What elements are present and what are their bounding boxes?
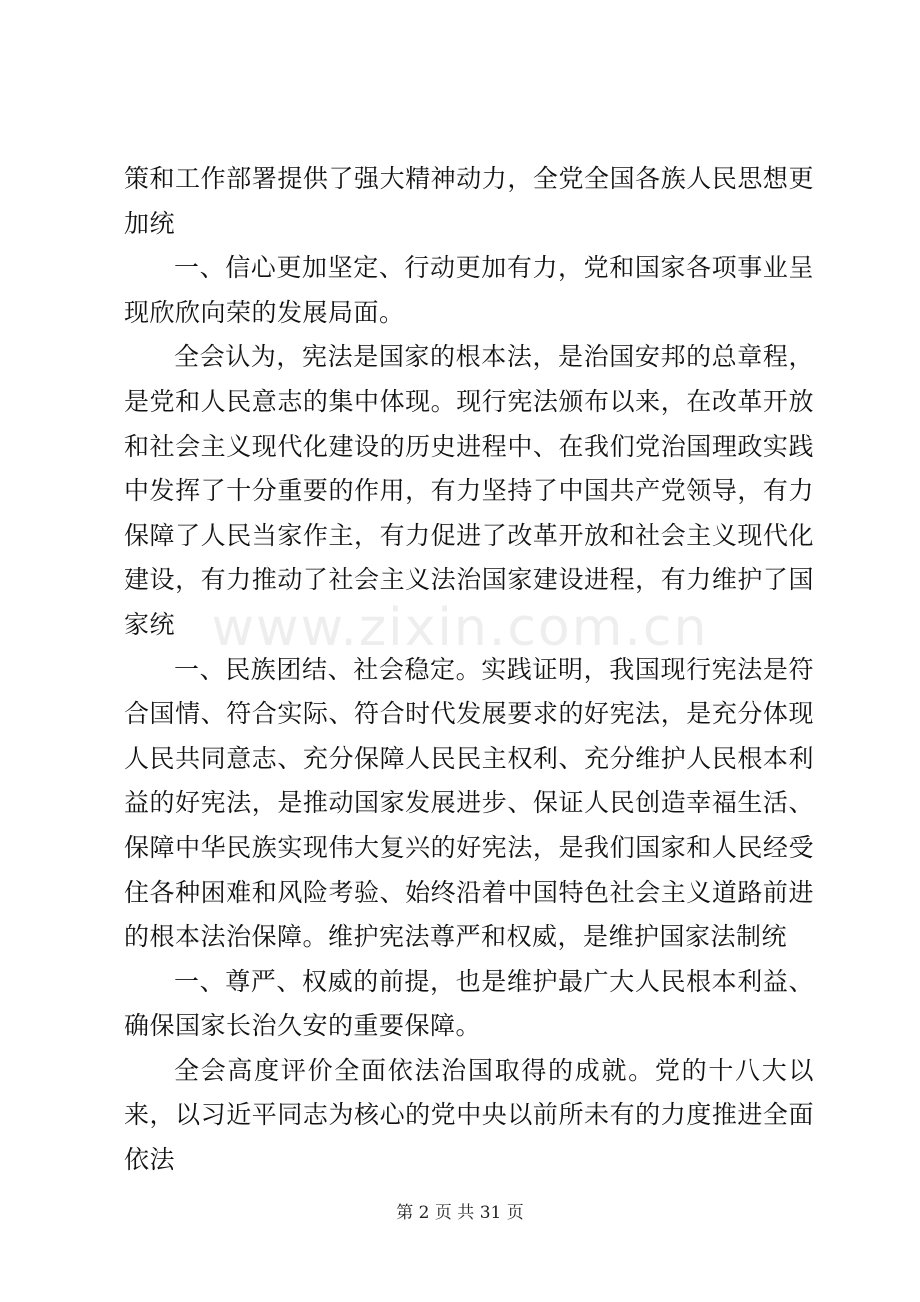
paragraph: 一、信心更加坚定、行动更加有力，党和国家各项事业呈现欣欣向荣的发展局面。 bbox=[124, 253, 814, 327]
paragraph: 全会认为，宪法是国家的根本法，是治国安邦的总章程，是党和人民意志的集中体现。现行宪法颁布以来，在改革开放和社会主义现代化建设的历史进程中、在我们党治国理政实践中发挥了十分重要的作用，有力坚持了中国共产党领导，有力保障了人民当家作主，有力促进了改革开放和社会主义现代化建设，有力推动了社会主义法治国家建设进程，有力维护了国家统 bbox=[124, 342, 814, 639]
paragraph: 一、尊严、权威的前提，也是维护最广大人民根本利益、确保国家长治久安的重要保障。 bbox=[124, 966, 814, 1041]
watermark: www.zixin.com.cn bbox=[211, 598, 709, 658]
paragraph: 全会高度评价全面依法治国取得的成就。党的十八大以来，以习近平同志为核心的党中央以前所未有的力度推进全面依法 bbox=[124, 1055, 814, 1175]
page-number-footer: 第 2 页 共 31 页 bbox=[396, 1203, 524, 1223]
paragraph-continuation: 策和工作部署提供了强大精神动力，全党全国各族人民思想更加统 bbox=[124, 164, 814, 238]
document-body bbox=[124, 157, 814, 1183]
paragraph: 一、民族团结、社会稳定。实践证明，我国现行宪法是符合国情、符合实际、符合时代发展要求的好宪法，是充分体现人民共同意志、充分保障人民民主权利、充分维护人民根本利益的好宪法，是推动国家发展进步、保证人民创造幸福生活、保障中华民族实现伟大复兴的好宪法，是我们国家和人民经受住各种困难和风险考验、始终沿着中国特色社会主义道路前进的根本法治保障。维护宪法尊严和权威，是维护国家法制统 bbox=[124, 654, 814, 952]
